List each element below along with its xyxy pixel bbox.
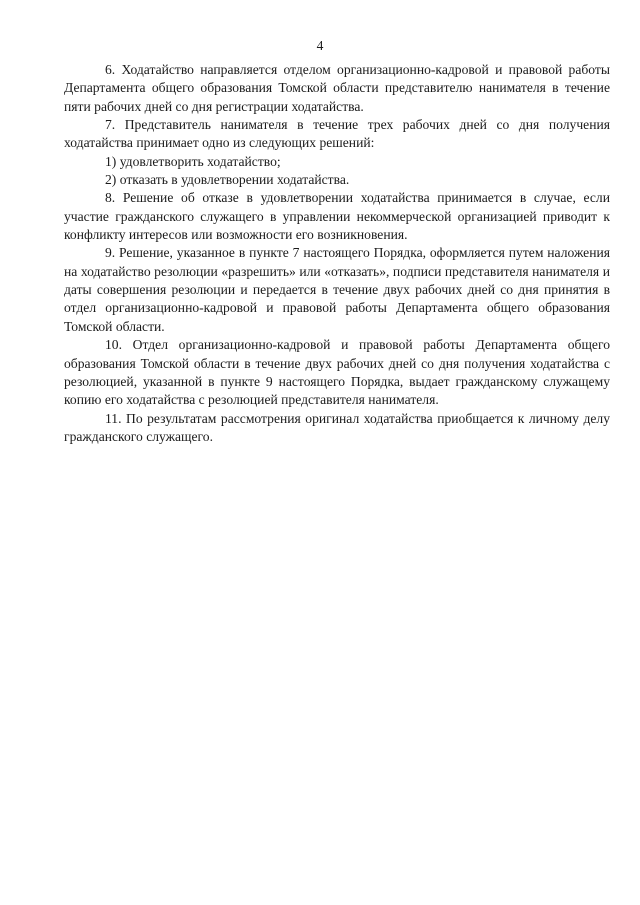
- list-item-approve: 1) удовлетворить ходатайство;: [105, 153, 281, 169]
- paragraph-item-7: 7. Представитель нанимателя в течение трех рабочих дней со дня получения ходатайства принимает одно из следующих решений:: [64, 117, 610, 151]
- paragraph-item-11: 11. По результатам рассмотрения оригинал ходатайства приобщается к личному делу гражданского служащего.: [64, 410, 610, 444]
- list-item-refuse: 2) отказать в удовлетворении ходатайства.: [105, 172, 350, 188]
- document-body: [64, 61, 610, 446]
- paragraph-item-8: 8. Решение об отказе в удовлетворении ходатайства принимается в случае, если участие гражданского служащего в управлении некоммерческой организацией приводит к конфликту интересов или возможности его возникновения.: [64, 190, 610, 243]
- paragraph-item-10: 10. Отдел организационно-кадровой и правовой работы Департамента общего образования Томской области в течение двух рабочих дней со дня получения ходатайства с резолюцией, указанной в пункте 9 настоящего Порядка, выдает гражданскому служащему копию его ходатайства с резолюцией представителя нанимателя.: [64, 337, 610, 408]
- paragraph-item-6: 6. Ходатайство направляется отделом организационно-кадровой и правовой работы Департамента общего образования Томской области представителю нанимателя в течение пяти рабочих дней со дня регистрации ходатайства.: [64, 62, 610, 114]
- page-number: 4: [316, 38, 324, 53]
- paragraph-item-9: 9. Решение, указанное в пункте 7 настоящего Порядка, оформляется путем наложения на ходатайство резолюции «разрешить» или «отказать», подписи представителя нанимателя и даты совершения резолюции и передается в течение двух рабочих дней со дня принятия в отдел организационно-кадровой и правовой работы Департамента общего образования Томской области.: [64, 245, 610, 334]
